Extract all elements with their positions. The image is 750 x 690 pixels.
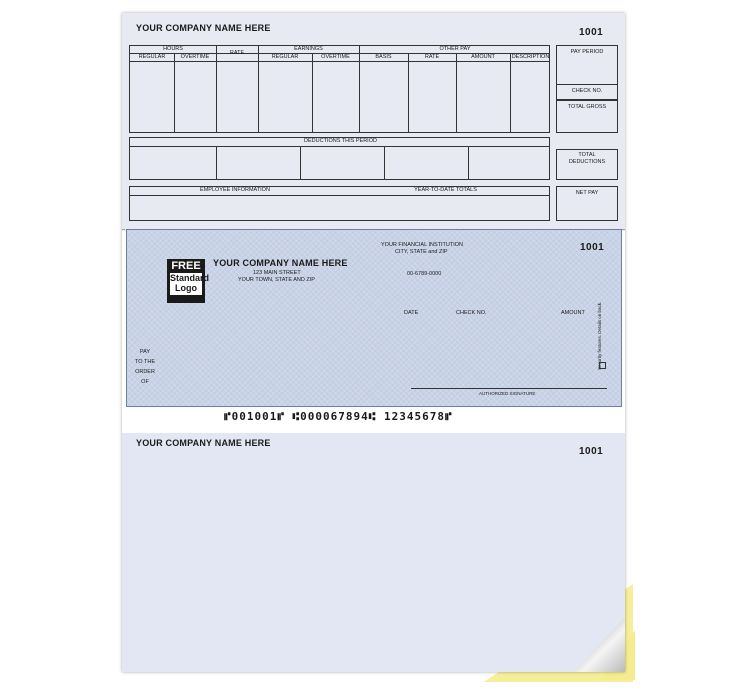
company-logo: [167, 259, 210, 303]
op-rate-label: RATE: [424, 54, 440, 60]
earnings-grid: [129, 45, 550, 133]
signature-line: [411, 388, 607, 389]
employee-info-label: EMPLOYEE INFORMATION: [200, 187, 270, 193]
check-no-label: CHECK NO.: [571, 88, 603, 94]
pay-label-3: ORDER: [135, 369, 155, 375]
pay-to-order-label: [135, 347, 155, 387]
other-pay-label: OTHER PAY: [439, 46, 471, 52]
description-label: DESCRIPTION: [511, 54, 550, 60]
check-number: 1001: [579, 27, 604, 38]
pay-period-label: PAY PERIOD: [570, 49, 604, 55]
bank-name: YOUR FINANCIAL INSTITUTION: [381, 242, 463, 248]
basis-label: BASIS: [375, 54, 392, 60]
padlock-icon: [599, 362, 606, 369]
logo-text-free: FREE: [171, 260, 201, 272]
total-deductions-box: [556, 149, 618, 180]
ytd-label: YEAR-TO-DATE TOTALS: [414, 187, 477, 193]
bottom-check-number: 1001: [579, 446, 604, 457]
total-deductions-label-1: TOTAL: [578, 152, 596, 158]
signature-label: AUTHORIZED SIGNATURE: [479, 391, 536, 396]
regular-label: REGULAR: [138, 54, 166, 60]
employee-info-grid: [129, 186, 550, 221]
earnings-label: EARNINGS: [294, 46, 323, 52]
logo-text-standard: Standard: [170, 273, 210, 283]
rate-label: RATE: [229, 50, 245, 56]
net-pay-label: NET PAY: [575, 190, 599, 196]
net-pay-box: [556, 186, 618, 221]
overtime-label: OVERTIME: [180, 54, 210, 60]
total-gross-box: [556, 100, 618, 133]
check-body-number: 1001: [580, 242, 605, 253]
bottom-stub: [122, 433, 625, 672]
logo-text-logo: Logo: [170, 283, 202, 295]
company-name: YOUR COMPANY NAME HERE: [136, 23, 271, 33]
earn-overtime-label: OVERTIME: [321, 54, 350, 60]
total-gross-label: TOTAL GROSS: [567, 104, 607, 110]
check-no-label-body: CHECK NO.: [456, 310, 487, 316]
security-features-text: Security features. Details on back.: [597, 301, 602, 370]
company-street: 123 MAIN STREET: [253, 270, 301, 276]
routing-fraction: 00-6789-0000: [407, 271, 442, 277]
deductions-grid: [129, 137, 550, 180]
pay-label-1: PAY: [139, 349, 151, 355]
pay-period-box: [556, 45, 618, 85]
company-city: YOUR TOWN, STATE AND ZIP: [238, 277, 315, 283]
check-company-name: YOUR COMPANY NAME HERE: [213, 258, 348, 268]
top-stub: [122, 13, 625, 231]
pay-label-2: TO THE: [135, 359, 155, 365]
check-no-box: [556, 84, 618, 100]
payroll-check-form: [122, 13, 625, 672]
bank-city: CITY, STATE and ZIP: [395, 249, 448, 255]
total-deductions-label-2: DEDUCTIONS: [568, 159, 606, 165]
deductions-label: DEDUCTIONS THIS PERIOD: [304, 138, 377, 144]
hours-label: HOURS: [163, 46, 183, 52]
pay-label-4: OF: [141, 379, 149, 385]
date-label: DATE: [404, 310, 419, 316]
micr-line: ⑈001001⑈ ⑆000067894⑆ 12345678⑈: [224, 410, 453, 423]
bottom-company-name: YOUR COMPANY NAME HERE: [136, 438, 271, 448]
amount-label-body: AMOUNT: [561, 310, 585, 316]
check-body: [126, 229, 622, 407]
amount-label: AMOUNT: [471, 54, 495, 60]
earn-regular-label: REGULAR: [271, 54, 299, 60]
